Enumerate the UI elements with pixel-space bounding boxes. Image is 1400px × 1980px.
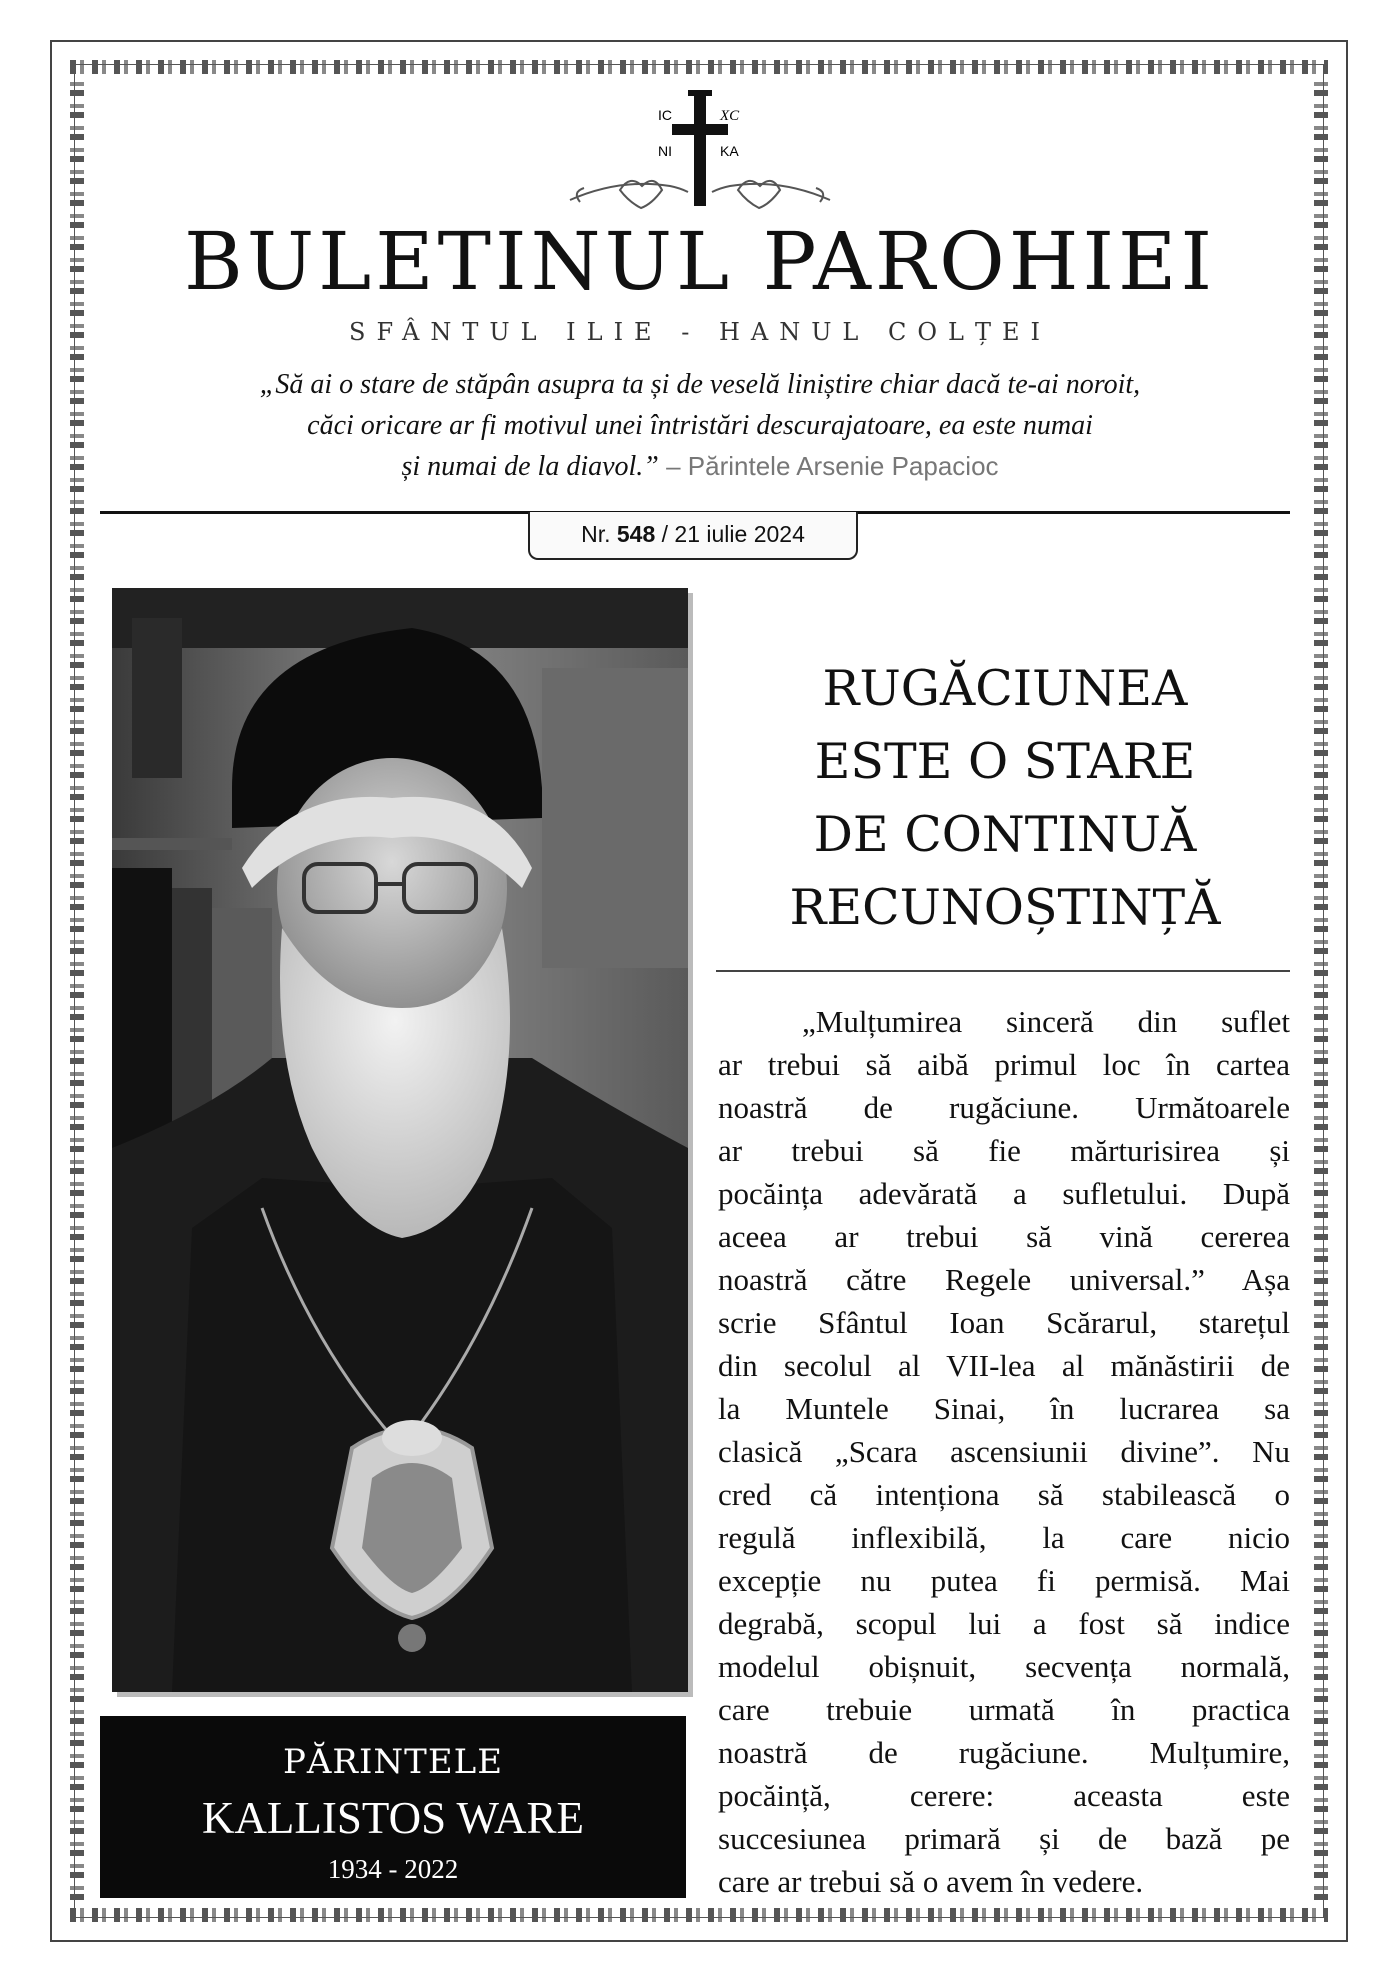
issue-prefix: Nr.: [581, 521, 617, 547]
body-line: care trebuie urmată în practica: [718, 1692, 1290, 1727]
body-line: ar trebui să fie mărturisirea și: [718, 1133, 1290, 1168]
masthead-subtitle: SFÂNTUL ILIE - HANUL COLȚEI: [349, 318, 1051, 346]
emblem-ka: KA: [720, 143, 739, 159]
body-line: degrabă, scopul lui a fost să indice: [718, 1606, 1290, 1641]
cross-icon: [560, 90, 840, 215]
photo-caption: [100, 1716, 686, 1898]
body-line: noastră de rugăciune. Următoarele: [718, 1090, 1290, 1125]
body-line: cred că intenționa să stabilească o: [718, 1477, 1290, 1512]
body-line: noastră de rugăciune. Mulțumire,: [718, 1735, 1290, 1770]
emblem-ni: NI: [658, 143, 672, 159]
article-body: [718, 1000, 1290, 1903]
caption-years: 1934 - 2022: [327, 1854, 459, 1884]
title-divider: [716, 970, 1290, 972]
motto-line-3-text: și numai de la diavol.”: [401, 451, 659, 482]
emblem-ic: IC: [658, 107, 672, 123]
portrait-photo: [112, 588, 688, 1692]
body-line: modelul obișnuit, secvența normală,: [718, 1649, 1290, 1684]
body-line: pocăința adevărată a sufletului. După: [718, 1176, 1290, 1211]
body-line: aceea ar trebui să vină cererea: [718, 1219, 1290, 1254]
masthead-title: BULETINUL PAROHIEI: [183, 215, 1217, 308]
issue-badge: [528, 512, 858, 560]
body-line: excepție nu putea fi permisă. Mai: [718, 1563, 1290, 1598]
body-line: pocăință, cerere: aceasta este: [718, 1778, 1290, 1813]
body-line: „Mulțumirea sinceră din suflet: [802, 1004, 1290, 1039]
body-line: regulă inflexibilă, la care nicio: [718, 1520, 1290, 1555]
motto-line-3: [110, 446, 1290, 487]
body-line: scrie Sfântul Ioan Scărarul, starețul: [718, 1305, 1290, 1340]
caption-title: PĂRINTELE: [282, 1742, 504, 1782]
motto-line-1: „Să ai o stare de stăpân asupra ta și de veselă liniștire chiar dacă te-ai noroit,: [259, 369, 1141, 400]
body-line: noastră către Regele universal.” Așa: [718, 1262, 1290, 1297]
issue-number: 548: [616, 521, 656, 547]
article-title: [720, 652, 1290, 944]
emblem-xc: XC: [720, 108, 740, 124]
issue-date: / 21 iulie 2024: [655, 521, 805, 547]
body-line: ar trebui să aibă primul loc în cartea: [718, 1047, 1290, 1082]
article-title-line: RECUNOȘTINȚĂ: [789, 879, 1221, 936]
caption-name: KALLISTOS WARE: [201, 1793, 585, 1843]
body-line: din secolul al VII-lea al mănăstirii de: [718, 1348, 1290, 1383]
body-line: succesiunea primară și de bază pe: [718, 1821, 1290, 1856]
article-title-line: DE CONTINUĂ: [813, 806, 1197, 863]
body-line: la Muntele Sinai, în lucrarea sa: [718, 1391, 1290, 1426]
body-line: care ar trebui să o avem în vedere.: [718, 1864, 1144, 1899]
motto-line-2: căci oricare ar fi motivul unei întristări descurajatoare, ea este numai: [307, 410, 1093, 441]
body-line: clasică „Scara ascensiunii divine”. Nu: [718, 1434, 1290, 1469]
article-title-line: ESTE O STARE: [814, 733, 1196, 790]
motto-author: – Părintele Arsenie Papacioc: [658, 451, 999, 481]
article-title-line: RUGĂCIUNEA: [822, 660, 1188, 717]
motto-quote: [110, 364, 1290, 487]
